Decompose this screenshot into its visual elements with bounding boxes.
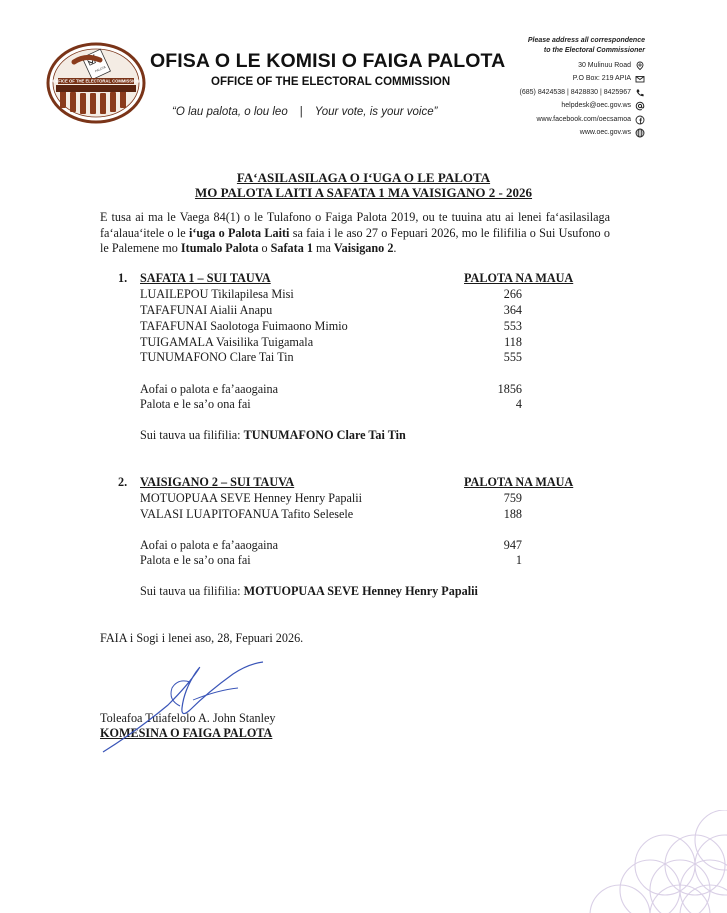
mail-icon [635,74,645,84]
intro-emphasis: Vaisigano 2 [333,241,394,256]
candidate-name: TUNUMAFONO Clare Tai Tin [140,350,294,364]
candidate-name: TAFAFUNAI Saolotoga Fuimaono Mimio [140,319,348,333]
document-heading [0,170,727,200]
address-text: 30 Mulinuu Road [578,61,631,69]
svg-text:PALOTA: PALOTA [94,64,107,74]
at-icon [635,101,645,111]
invalid-label: Palota e le sa’o ona fai [140,397,251,411]
contact-phones [520,86,645,100]
candidate-votes: 364 [503,303,522,317]
votes-column-header: PALOTA NA MAUA [464,475,574,489]
candidate-name: LUAILEPOU Tikilapilesa Misi [140,287,294,301]
intro-text: ma [312,241,334,256]
candidate-name: MOTUOPUAA SEVE Henney Henry Papalii [140,491,363,505]
email-link[interactable]: helpdesk@oec.gov.ws [561,102,631,110]
candidate-votes: 118 [504,335,522,349]
intro-emphasis: Safata 1 [270,241,313,256]
candidate-row [140,507,620,522]
heading-line-2: MO PALOTA LAITI A SAFATA 1 MA VAISIGANO 2 - 2026 [194,185,533,200]
invalid-row [140,553,620,568]
organization-subtitle: OFFICE OF THE ELECTORAL COMMISSION [211,76,451,88]
motto-separator: | [299,106,303,118]
total-valid-row [140,538,620,553]
intro-text: sa faia i le aso 27 o Fepuari 2026, mo le filifilia o Sui Usufono o le Palemene mo [100,225,610,256]
section-title: SAFATA 1 – SUI TAUVA [140,271,271,285]
heading-line-1: FA‘ASILASILAGA O I‘UGA O LE PALOTA [236,170,491,185]
motto-english: Your vote, is your voice” [314,106,438,118]
commission-logo [46,38,146,124]
candidate-votes: 759 [503,491,522,505]
handwritten-signature [98,660,278,760]
winner-name: TUNUMAFONO Clare Tai Tin [243,428,406,442]
winner-label: Sui tauva ua filifilia: [140,428,244,442]
contact-pobox [520,73,645,87]
winner-line [140,584,478,599]
website-link[interactable]: www.oec.gov.ws [579,129,631,137]
intro-emphasis: i‘uga o Palota Laiti [188,225,290,240]
contact-block [520,36,645,140]
pobox-text: P.O Box: 219 APIA [572,75,631,83]
phones-text: (685) 8424538 | 8428830 | 8425967 [519,88,631,96]
globe-icon [635,128,645,138]
candidate-votes: 188 [503,507,522,521]
total-valid-row [140,382,620,397]
candidate-row [140,491,620,506]
candidate-row [140,350,620,365]
intro-emphasis: Itumalo Palota [180,241,259,256]
winner-name: MOTUOPUAA SEVE Henney Henry Papalii [243,584,478,598]
svg-text:OFFICE OF THE ELECTORAL COMMIS: OFFICE OF THE ELECTORAL COMMISSION [52,78,140,84]
intro-text: . [393,241,397,256]
phone-icon [635,88,645,98]
contact-website[interactable] [520,127,645,141]
invalid-row [140,397,620,412]
intro-text: o [258,241,271,256]
correspondence-note-line2: to the Electoral Commissioner [543,47,645,54]
candidate-row [140,303,620,318]
facebook-link[interactable]: www.facebook.com/oecsamoa [536,115,631,123]
candidate-name: TUIGAMALA Vaisilika Tuigamala [140,335,314,349]
votes-column-header: PALOTA NA MAUA [464,271,574,285]
candidate-votes: 266 [503,287,522,301]
intro-paragraph [100,210,610,257]
contact-facebook[interactable] [520,113,645,127]
candidate-name: VALASI LUAPITOFANUA Tafito Selesele [140,507,354,521]
total-valid-value: 947 [503,538,522,552]
total-valid-label: Aofai o palota e fa’aaogaina [140,382,279,396]
correspondence-note-line1: Please address all correspondence [527,37,645,44]
invalid-value: 1 [515,553,522,567]
section-number: 2. [118,475,128,489]
total-valid-label: Aofai o palota e fa’aaogaina [140,538,279,552]
motto [172,106,437,118]
candidate-row [140,287,620,302]
winner-label: Sui tauva ua filifilia: [140,584,244,598]
winner-line [140,428,406,443]
contact-email[interactable] [520,100,645,114]
decorative-corner-pattern [560,810,727,913]
signer-name: Toleafoa Tuiafelolo A. John Stanley [100,711,276,725]
intro-text: E tusa ai ma le Vaega 84(1) o le Tulafono o Faiga Palota 2019, ou te tuuina atu ai lenei fa‘asilasilaga fa‘alaua‘itele o le [100,210,610,240]
candidate-name: TAFAFUNAI Aialii Anapu [140,303,273,317]
section-number: 1. [118,271,128,285]
motto-samoan: “O lau palota, o lou leo [172,106,288,118]
candidate-row [140,335,620,350]
invalid-label: Palota e le sa’o ona fai [140,553,251,567]
facebook-icon [635,115,645,125]
candidate-row [140,319,620,334]
invalid-value: 4 [515,397,522,411]
signer-role: KOMESINA O FAIGA PALOTA [100,726,273,740]
total-valid-value: 1856 [497,382,522,396]
location-icon [635,61,645,71]
section-title: VAISIGANO 2 – SUI TAUVA [140,475,295,489]
dateline: FAIA i Sogi i lenei aso, 28, Fepuari 2026. [100,631,304,645]
organization-title: OFISA O LE KOMISI O FAIGA PALOTA [150,50,506,72]
contact-address [520,59,645,73]
candidate-votes: 555 [503,350,522,364]
candidate-votes: 553 [503,319,522,333]
